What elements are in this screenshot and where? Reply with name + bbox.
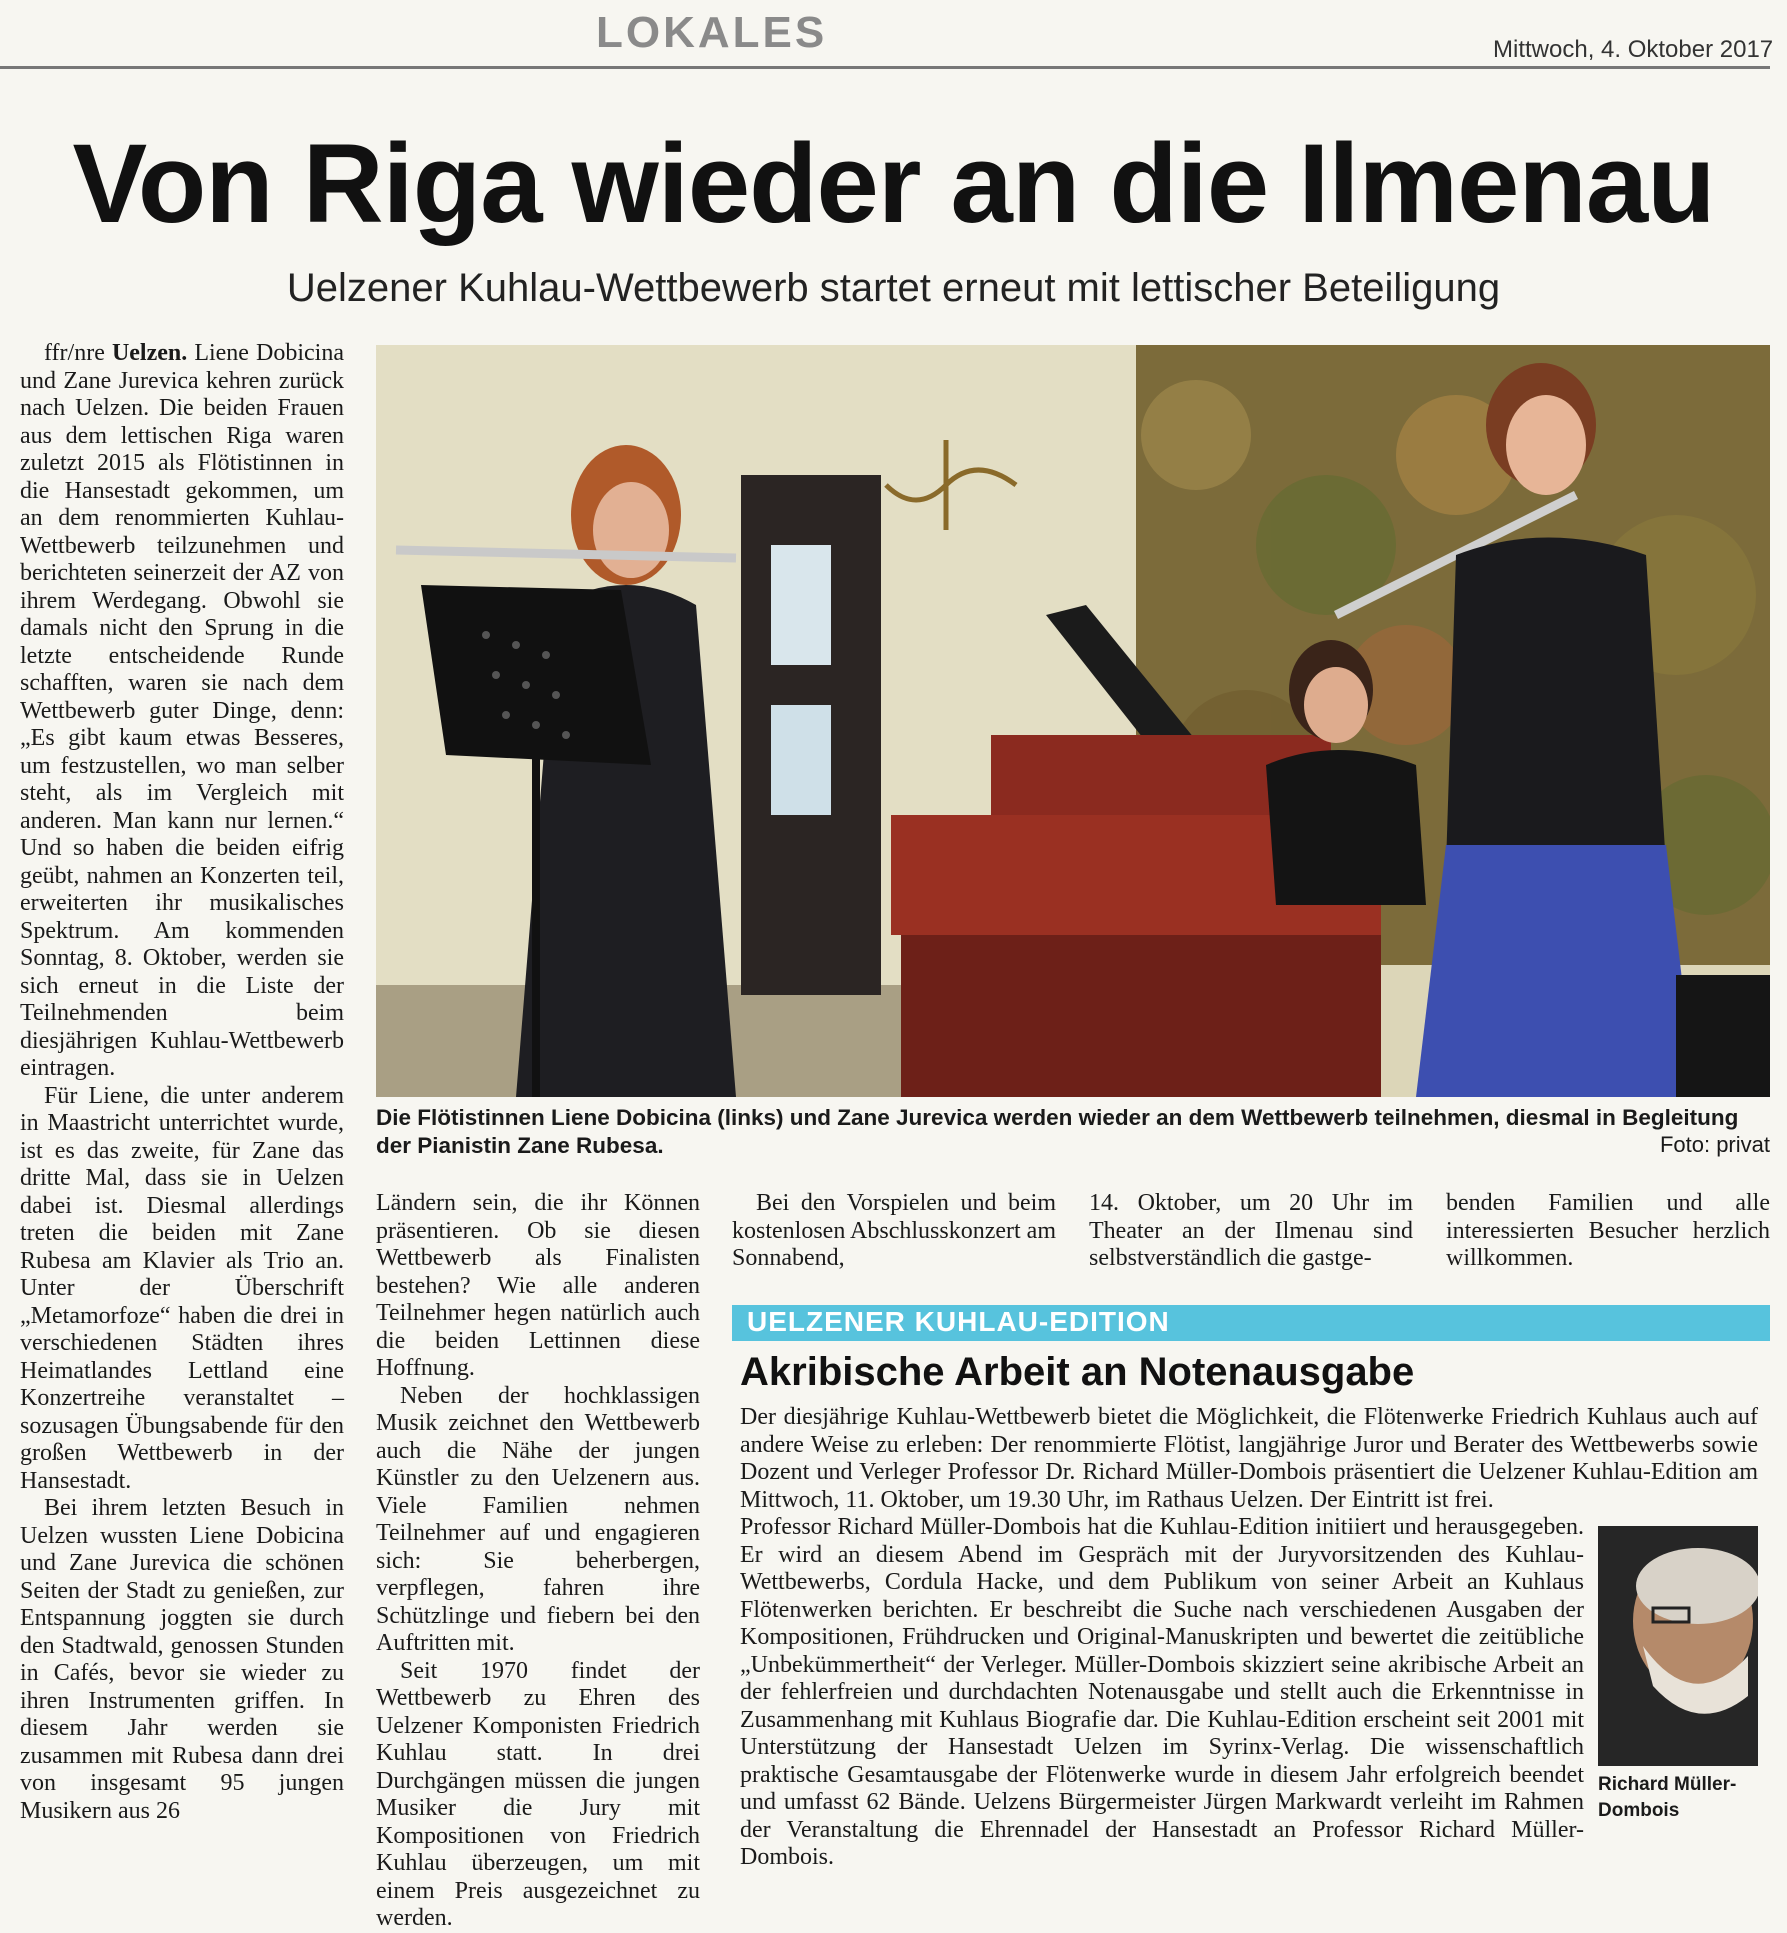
paragraph: benden Familien und alle interessierten Besucher herzlich willkommen. — [1446, 1190, 1770, 1271]
paragraph-text: Liene Dobicina und Zane Jurevica kehren zurück nach Uelzen. Die beiden Frauen aus dem lettischen Riga waren zuletzt 2015 als Flötistinnen in die Hansestadt gekommen, um an dem renommierten Kuhlau-Wettbewerb teilzunehmen und berichteten seinerzeit der AZ von ihrem Werdegang. Obwohl sie damals nicht den Sprung in die letzte entscheidende Runde schafften, waren sie nach dem Wettbewerb guter Dinge, denn: „Es gibt kaum etwas Besseres, um festzustellen, wo man selber steht, als im Vergleich mit anderen. Man kann nur lernen.“ Und so haben die beiden eifrig geübt, nahmen an Konzerten teil, erweiterten ihr musikalisches Spektrum. Am kommenden Sonntag, 8. Oktober, werden sie sich erneut in die Liste der Teilnehmenden beim diesjährigen Kuhlau-Wettbewerb eintragen. — [20, 340, 345, 1081]
subheadline: Uelzener Kuhlau-Wettbewerb startet erneut mit lettischer Beteiligung — [286, 266, 1501, 310]
infobox-title: Akribische Arbeit an Notenausgabe — [740, 1350, 1415, 1394]
byline: ffr/nre — [44, 340, 105, 366]
photo-credit: Foto: privat — [1659, 1132, 1770, 1157]
paragraph: Seit 1970 findet der Wettbewerb zu Ehren des Uelzener Komponisten Friedrich Kuhlau statt. In drei Durchgängen müssen die jungen Musiker die Jury mit Kompositionen von Friedrich Kuhlau überzeugen, um mit einem Preis ausgezeichnet zu werden. — [376, 1657, 700, 1931]
headline: Von Riga wieder an die Ilmenau — [72, 121, 1715, 246]
paragraph: Professor Richard Müller-Dombois hat die Kuhlau-Edition initiiert und herausgegeben. Er wird an diesem Abend im Gespräch mit der Juryvorsitzenden des Kuhlau-Wettbewerbs, Cordula Hacke, und dem Publikum von seiner Arbeit an Kuhlaus Flötenwerken berichten. Er beschreibt die Suche nach verschiedenen Ausgaben der Kompositionen, Frühdrucken und Original-Manuskripten und bewertet die zeitübliche „Unbekümmertheit“ der Verleger. Müller-Dombois skizziert seine akribische Arbeit an der fehlerfreien und durchdachten Notenausgabe und stellt auch die Erkenntnisse in Zusammenhang mit Kuhlaus Biografie dar. Die Kuhlau-Edition erscheint seit 2001 mit Unterstützung der Hansestadt Uelzen im Syrinx-Verlag. Die wissenschaftlich praktische Gesamtausgabe der Flötenwerke wurde in diesem Jahr erfolgreich beendet und umfasst 62 Bände. Uelzens Bürgermeister Jürgen Markwardt verleiht im Rahmen der Veranstaltung die Ehrennadel der Hansestadt an Professor Richard Müller-Dombois. — [740, 1514, 1584, 1870]
portrait-photo — [1598, 1526, 1758, 1766]
article-column-1 — [20, 340, 344, 1825]
paragraph: Bei ihrem letzten Besuch in Uelzen wussten Liene Dobicina und Zane Jurevica die schönen Seiten der Stadt zu genießen, zur Entspannung joggten sie durch den Stadtwald, genossen Stunden in Cafés, bevor sie wieder zu ihren Instrumenten griffen. In diesem Jahr werden sie zusammen mit Rubesa dann drei von insgesamt 95 jungen Musikern aus 26 — [20, 1495, 344, 1824]
issue-date: Mittwoch, 4. Oktober 2017 — [1493, 36, 1774, 63]
portrait-figure — [1598, 1526, 1758, 1826]
paragraph: Für Liene, die unter anderem in Maastricht unterrichtet wurde, ist es das zweite, für Zane das dritte Mal, dass sie in Uelzen dabei ist. Diesmal allerdings treten die beiden mit Zane Rubesa am Klavier als Trio an. Unter der Überschrift „Metamorfoze“ haben die drei in verschiedenen Städten ihres Heimatlandes Lettland eine Konzertreihe veranstaltet – sozusagen Übungsabende für den großen Wettbewerb in der Hansestadt. — [20, 1082, 344, 1494]
flute-trio-photo — [376, 345, 1770, 1097]
article-column-3 — [732, 1190, 1056, 1273]
paragraph: Ländern sein, die ihr Können präsentieren. Ob sie diesen Wettbewerb als Finalisten bestehen? Wie alle anderen Teilnehmer hegen natürlich auch die beiden Lettinnen diese Hoffnung. — [376, 1190, 700, 1381]
article-photo — [376, 345, 1770, 1097]
portrait-caption: Richard Müller-Dombois — [1598, 1774, 1737, 1821]
article-column-2 — [376, 1190, 700, 1933]
section-label: LOKALES — [596, 8, 828, 57]
article-column-4 — [1089, 1190, 1413, 1273]
infobox-kicker: UELZENER KUHLAU-EDITION — [747, 1306, 1170, 1337]
paragraph: Der diesjährige Kuhlau-Wettbewerb bietet die Möglichkeit, die Flötenwerke Friedrich Kuhlaus auch auf andere Weise zu erleben: Der renommierte Flötist, langjährige Juror und Berater des Wettbewerbs sowie Dozent und Verleger Professor Dr. Richard Müller-Dombois präsentiert die Uelzener Kuhlau-Edition am Mittwoch, 11. Oktober, um 19.30 Uhr, im Rathaus Uelzen. Der Eintritt ist frei. — [740, 1404, 1758, 1513]
paragraph — [20, 340, 344, 1083]
photo-caption: Die Flötistinnen Liene Dobicina (links) und Zane Jurevica werden wieder an dem Wettbewerb teilnehmen, diesmal in Begleitung der Pianistin Zane Rubesa. — [376, 1105, 1739, 1158]
article-column-5 — [1446, 1190, 1770, 1273]
infobox-body — [740, 1404, 1758, 1872]
header-rule — [0, 66, 1770, 69]
paragraph: Bei den Vorspielen und beim kostenlosen Abschlusskonzert am Sonnabend, — [732, 1190, 1056, 1271]
paragraph: Neben der hochklassigen Musik zeichnet den Wettbewerb auch die Nähe der jungen Künstler zu den Uelzenern aus. Viele Familien nehmen Teilnehmer auf und engagieren sich: Sie beherbergen, verpflegen, fahren ihre Schützlinge und fiebern bei den Auftritten mit. — [376, 1382, 700, 1656]
paragraph: 14. Oktober, um 20 Uhr im Theater an der Ilmenau sind selbstverständlich die gastge- — [1089, 1190, 1413, 1271]
dateline: Uelzen. — [111, 340, 188, 366]
